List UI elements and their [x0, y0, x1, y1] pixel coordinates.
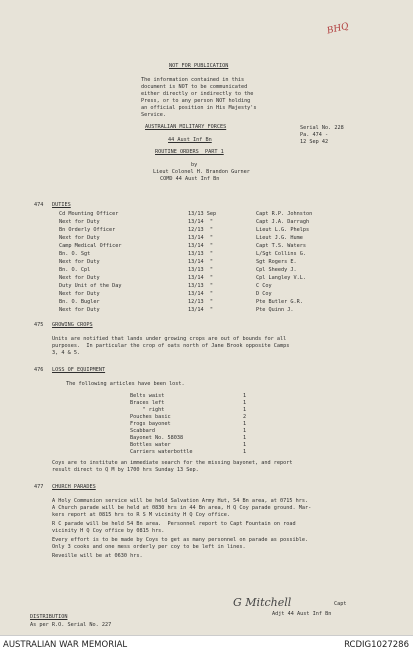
duty-name: Cd Mounting Officer	[59, 211, 119, 217]
duty-date: 12/13 "	[188, 227, 213, 233]
section-number: 474	[34, 202, 44, 208]
duty-name: Bn. O. Cpl	[59, 267, 91, 273]
notice-line: document is NOT to be communicated	[141, 84, 248, 90]
lost-item-qty: 2	[243, 414, 247, 420]
lost-item: " right	[130, 407, 165, 413]
duty-date: 13/13 "	[188, 251, 213, 257]
section-title: GROWING CROPS	[52, 322, 93, 328]
archive-id: RCDIG1027286	[344, 640, 409, 650]
lost-item: Belts waist	[130, 393, 165, 399]
section-number: 476	[34, 367, 44, 373]
duty-date: 13/13 "	[188, 283, 213, 289]
duty-date: 13/14 "	[188, 243, 213, 249]
lost-item-qty: 1	[243, 400, 247, 406]
duty-name: Next for Duty	[59, 235, 100, 241]
distribution-text: As per R.O. Serial No. 227	[30, 622, 112, 628]
archive-footer	[0, 635, 413, 654]
page-number: Pa. 474 -	[300, 132, 329, 138]
duty-name: Next for Duty	[59, 219, 100, 225]
body-line: Every effort is to be made by Coys to get as many personnel on parade as possible.	[52, 537, 309, 543]
lost-item-qty: 1	[243, 442, 247, 448]
author-name: Lieut Colonel H. Brandon Gurner	[153, 169, 250, 175]
body-line: Units are notified that lands under growing crops are out of bounds for all	[52, 336, 287, 342]
duty-name: Next for Duty	[59, 275, 100, 281]
duty-date: 13/14 "	[188, 291, 213, 297]
lost-item: Frogs bayonet	[130, 421, 171, 427]
body-line: kers report at 0815 hrs to R S M vicinity H Q Coy office.	[52, 512, 231, 518]
duty-person: D Coy	[256, 291, 272, 297]
distribution-title: DISTRIBUTION	[30, 614, 68, 620]
orders-title: ROUTINE ORDERS PART 1	[155, 149, 224, 155]
unit-title: 44 Aust Inf Bn	[168, 137, 212, 143]
duty-person: Lieut J.G. Hume	[256, 235, 303, 241]
duty-person: Sgt Rogers E.	[256, 259, 297, 265]
duty-person: Capt J.A. Darragh	[256, 219, 310, 225]
lost-item: Pouches basic	[130, 414, 171, 420]
section-number: 477	[34, 484, 44, 490]
body-line: result direct to Q M by 1700 hrs Sunday 13 Sep.	[52, 467, 199, 473]
serial-number: Serial No. 228	[300, 125, 344, 131]
body-line: purposes. In particular the crop of oats north of Jane Brook opposite Camps	[52, 343, 290, 349]
lost-item: Bayonet No. 58038	[130, 435, 184, 441]
lost-item-qty: 1	[243, 393, 247, 399]
notice-line: an official position in His Majesty's	[141, 105, 257, 111]
order-date: 12 Sep 42	[300, 139, 329, 145]
notice-line: either directly or indirectly to the	[141, 91, 254, 97]
body-line: A Holy Communion service will be held Salvation Army Hut, 54 Bn area, at 0715 hrs.	[52, 498, 309, 504]
body-line: Only 3 cooks and one mess orderly per coy to be left in lines.	[52, 544, 246, 550]
signature: G Mitchell	[233, 596, 292, 609]
lost-item-qty: 1	[243, 421, 247, 427]
body-line: R C parade will be held 54 Bn area. Personnel report to Capt Fountain on road	[52, 521, 296, 527]
by-label: by	[191, 162, 198, 168]
body-line: vicinity H Q Coy office by 0815 hrs.	[52, 528, 165, 534]
duty-date: 13/13 "	[188, 267, 213, 273]
section-title: LOSS OF EQUIPMENT	[52, 367, 106, 373]
duty-date: 13/14 "	[188, 219, 213, 225]
duty-date: 13/14 "	[188, 307, 213, 313]
duty-person: Lieut L.G. Phelps	[256, 227, 310, 233]
duty-name: Duty Unit of the Day	[59, 283, 122, 289]
section-title: CHURCH PARADES	[52, 484, 96, 490]
duty-name: Bn. O. Bugler	[59, 299, 100, 305]
duty-name: Bn Orderly Officer	[59, 227, 116, 233]
duty-name: Next for Duty	[59, 307, 100, 313]
duty-date: 13/13 Sep	[188, 211, 217, 217]
notice-line: The information contained in this	[141, 77, 245, 83]
lost-item: Braces left	[130, 400, 165, 406]
duty-person: Cpl Langley V.L.	[256, 275, 306, 281]
lost-item: Bottles water	[130, 442, 171, 448]
body-line: The following articles have been lost.	[66, 381, 185, 387]
body-line: Reveille will be at 0630 hrs.	[52, 553, 143, 559]
duty-name: Bn. O. Sgt	[59, 251, 91, 257]
body-line: 3, 4 & 5.	[52, 350, 81, 356]
duty-person: L/Sgt Collins G.	[256, 251, 306, 257]
duty-date: 12/13 "	[188, 299, 213, 305]
author-command: COMD 44 Aust Inf Bn	[160, 176, 220, 182]
duty-date: 13/14 "	[188, 275, 213, 281]
duty-person: Capt R.P. Johnston	[256, 211, 313, 217]
section-number: 475	[34, 322, 44, 328]
not-for-publication: NOT FOR PUBLICATION	[169, 63, 229, 69]
section-title: DUTIES	[52, 202, 71, 208]
archive-name: AUSTRALIAN WAR MEMORIAL	[3, 640, 128, 650]
duty-name: Camp Medical Officer	[59, 243, 122, 249]
duty-person: Pte Butler G.R.	[256, 299, 303, 305]
notice-line: Service.	[141, 112, 166, 118]
duty-person: Cpl Sheedy J.	[256, 267, 297, 273]
duty-date: 13/14 "	[188, 235, 213, 241]
lost-item-qty: 1	[243, 428, 247, 434]
notice-line: Press, or to any person NOT holding	[141, 98, 251, 104]
signature-rank: Capt	[334, 601, 347, 607]
body-line: A Church parade will be held at 0830 hrs in 44 Bn area, H Q Coy parade ground. Mar-	[52, 505, 312, 511]
duty-date: 13/14 "	[188, 259, 213, 265]
duty-person: Pte Quinn J.	[256, 307, 294, 313]
lost-item-qty: 1	[243, 435, 247, 441]
lost-item-qty: 1	[243, 407, 247, 413]
lost-item: Scabbard	[130, 428, 155, 434]
lost-item: Carriers waterbottle	[130, 449, 193, 455]
signature-title: Adjt 44 Aust Inf Bn	[272, 611, 332, 617]
lost-item-qty: 1	[243, 449, 247, 455]
force-title: AUSTRALIAN MILITARY FORCES	[145, 124, 227, 130]
duty-name: Next for Duty	[59, 259, 100, 265]
duty-person: Capt T.S. Waters	[256, 243, 306, 249]
duty-person: C Coy	[256, 283, 272, 289]
handwritten-stamp: BHQ	[326, 21, 350, 37]
duty-name: Next for Duty	[59, 291, 100, 297]
body-line: Coys are to institute an immediate search for the missing bayonet, and report	[52, 460, 293, 466]
